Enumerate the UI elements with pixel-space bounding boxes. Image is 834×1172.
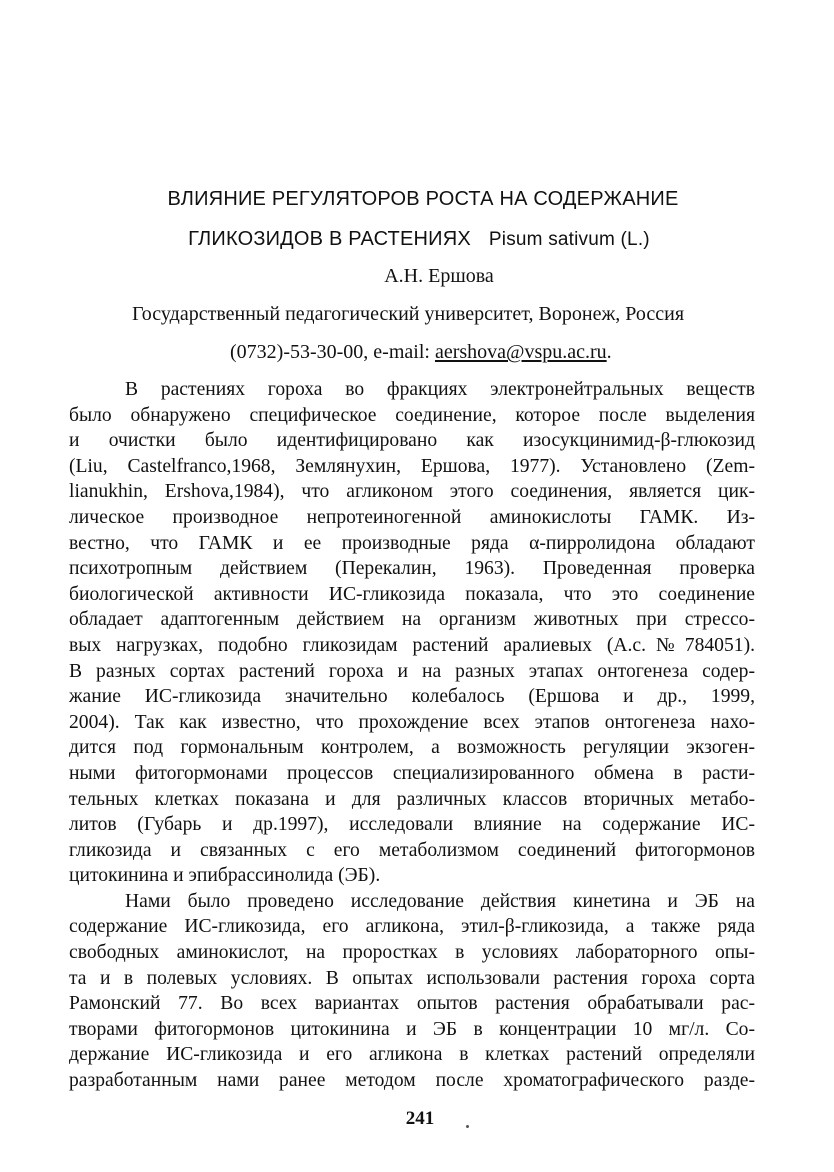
text-line: содержание ИС-гликозида, его агликона, этил-β-гликозида, а также ряда xyxy=(69,916,755,938)
contact-suffix: . xyxy=(606,341,612,363)
text-line: жание ИС-гликозида значительно колебалось (Ершова и др., 1999, xyxy=(69,686,755,708)
text-line: Рамонский 77. Во всех вариантах опытов растения обрабатывали рас- xyxy=(69,993,755,1015)
affiliation: Государственный педагогический университет, Воронеж, Россия xyxy=(132,303,685,325)
paragraph-1 xyxy=(69,377,755,889)
text-line: лическое производное непротеиногенной аминокислоты ГАМК. Из- xyxy=(69,506,755,528)
author-name: А.Н. Ершова xyxy=(384,265,494,287)
text-line: вестно, что ГАМК и ее производные ряда α-пирролидона обладают xyxy=(69,532,755,554)
text-line: психотропным действием (Перекалин, 1963). Проведенная проверка xyxy=(69,558,755,580)
text-line: обладает адаптогенным действием на организм животных при стрессо- xyxy=(69,609,755,631)
text-line: 2004). Так как известно, что прохождение всех этапов онтогенеза нахо- xyxy=(69,711,755,733)
phone-text: (0732)-53-30-00, e-mail: xyxy=(230,341,435,363)
text-line: творами фитогормонов цитокинина и ЭБ в концентрации 10 мг/л. Со- xyxy=(69,1018,755,1040)
page-number: 241 xyxy=(405,1108,435,1129)
text-line: та и в полевых условиях. В опытах использовали растения гороха сорта xyxy=(69,967,755,989)
text-line: дится под гормональным контролем, а возможность регуляции экзоген- xyxy=(69,737,755,759)
text-line: литов (Губарь и др.1997), исследовали влияние на содержание ИС- xyxy=(69,814,755,836)
text-line: (Liu, Castelfranco,1968, Землянухин, Ершова, 1977). Установлено (Zem- xyxy=(69,455,755,477)
text-line: тельных клетках показана и для различных классов вторичных метабо- xyxy=(69,788,755,810)
contact-line xyxy=(230,341,612,364)
text-line: В разных сортах растений гороха и на разных этапах онтогенеза содер- xyxy=(69,660,755,682)
species-name: Pisum sativum (L.) xyxy=(488,229,650,250)
text-line: биологической активности ИС-гликозида показала, что это соединение xyxy=(69,583,755,605)
body-text xyxy=(69,377,755,1094)
text-line: держание ИС-гликозида и его агликона в клетках растений определяли xyxy=(69,1044,755,1066)
text-line: цитокинина и эпибрассинолида (ЭБ). xyxy=(69,865,381,887)
text-line: было обнаружено специфическое соединение, которое после выделения xyxy=(69,404,755,426)
text-line: и очистки было идентифицировано как изосукцинимид-β-глюкозид xyxy=(69,430,755,452)
text-line: разработанным нами ранее методом после хроматографического разде- xyxy=(69,1070,755,1092)
text-line: В растениях гороха во фракциях электронейтральных веществ xyxy=(125,379,755,400)
text-line: lianukhin, Ershova,1984), что агликоном этого соединения, является цик- xyxy=(69,481,755,503)
text-line: вых нагрузках, подобно гликозидам растений аралиевых (А.с.№784051). xyxy=(69,634,755,656)
text-line: гликозида и связанных с его метаболизмом соединений фитогормонов xyxy=(69,839,755,861)
text-line: свободных аминокислот, на проростках в условиях лабораторного опы- xyxy=(69,942,755,964)
text-line: ными фитогормонами процессов специализированного обмена в расти- xyxy=(69,762,755,784)
text-line: Нами было проведено исследование действия кинетина и ЭБ на xyxy=(125,890,755,912)
article-title-line-2-text: ГЛИКОЗИДОВ В РАСТЕНИЯХ xyxy=(188,228,471,250)
paragraph-2 xyxy=(69,889,755,1094)
article-title-line-1: ВЛИЯНИЕ РЕГУЛЯТОРОВ РОСТА НА СОДЕРЖАНИЕ xyxy=(167,188,679,210)
scan-speck xyxy=(466,1125,469,1128)
email-link[interactable]: aershova@vspu.ac.ru xyxy=(434,341,607,363)
article-title-line-2 xyxy=(2,228,834,251)
